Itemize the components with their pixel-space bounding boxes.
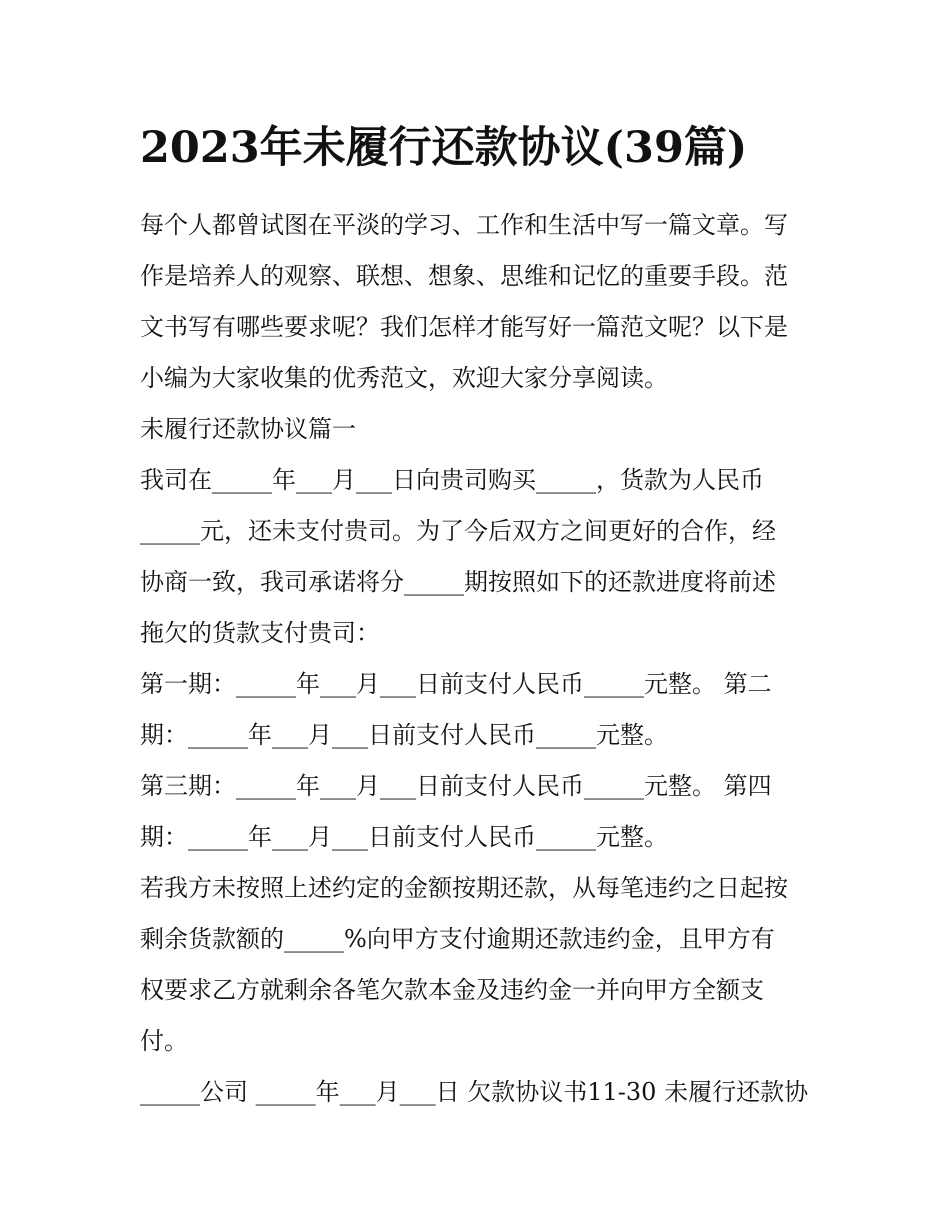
- body-line: 我司在_____年___月___日向贵司购买_____，货款为人民币: [140, 466, 764, 494]
- installment-line: 第三期：_____年___月___日前支付人民币_____元整。 第四: [140, 772, 772, 800]
- document-title: 2023年未履行还款协议(39篇): [140, 123, 748, 173]
- body-line: 协商一致，我司承诺将分_____期按照如下的还款进度将前述: [140, 568, 776, 596]
- installment-line: 期：_____年___月___日前支付人民币_____元整。: [140, 823, 668, 851]
- body-line: 剩余货款额的_____%向甲方支付逾期还款违约金，且甲方有: [140, 925, 775, 953]
- body-line: 作是培养人的观察、联想、想象、思维和记忆的重要手段。范: [140, 262, 788, 290]
- body-line: 文书写有哪些要求呢？我们怎样才能写好一篇范文呢？以下是: [140, 313, 788, 341]
- body-line: 拖欠的货款支付贵司：: [140, 619, 380, 647]
- installment-line: 第一期：_____年___月___日前支付人民币_____元整。 第二: [140, 670, 772, 698]
- body-line: 付。: [140, 1027, 188, 1055]
- body-line: 若我方未按照上述约定的金额按期还款，从每笔违约之日起按: [140, 874, 788, 902]
- document-page: [140, 118, 812, 1118]
- body-line: _____元，还未支付贵司。为了今后双方之间更好的合作，经: [140, 517, 776, 545]
- body-line: 权要求乙方就剩余各笔欠款本金及违约金一并向甲方全额支: [140, 976, 764, 1004]
- body-line: 小编为大家收集的优秀范文，欢迎大家分享阅读。: [140, 364, 668, 392]
- signature-line: _____公司 _____年___月___日 欠款协议书11-30 未履行还款协: [140, 1078, 809, 1106]
- body-line: 每个人都曾试图在平淡的学习、工作和生活中写一篇文章。写: [140, 211, 788, 239]
- installment-line: 期：_____年___月___日前支付人民币_____元整。: [140, 721, 668, 749]
- section-heading: 未履行还款协议篇一: [140, 415, 356, 443]
